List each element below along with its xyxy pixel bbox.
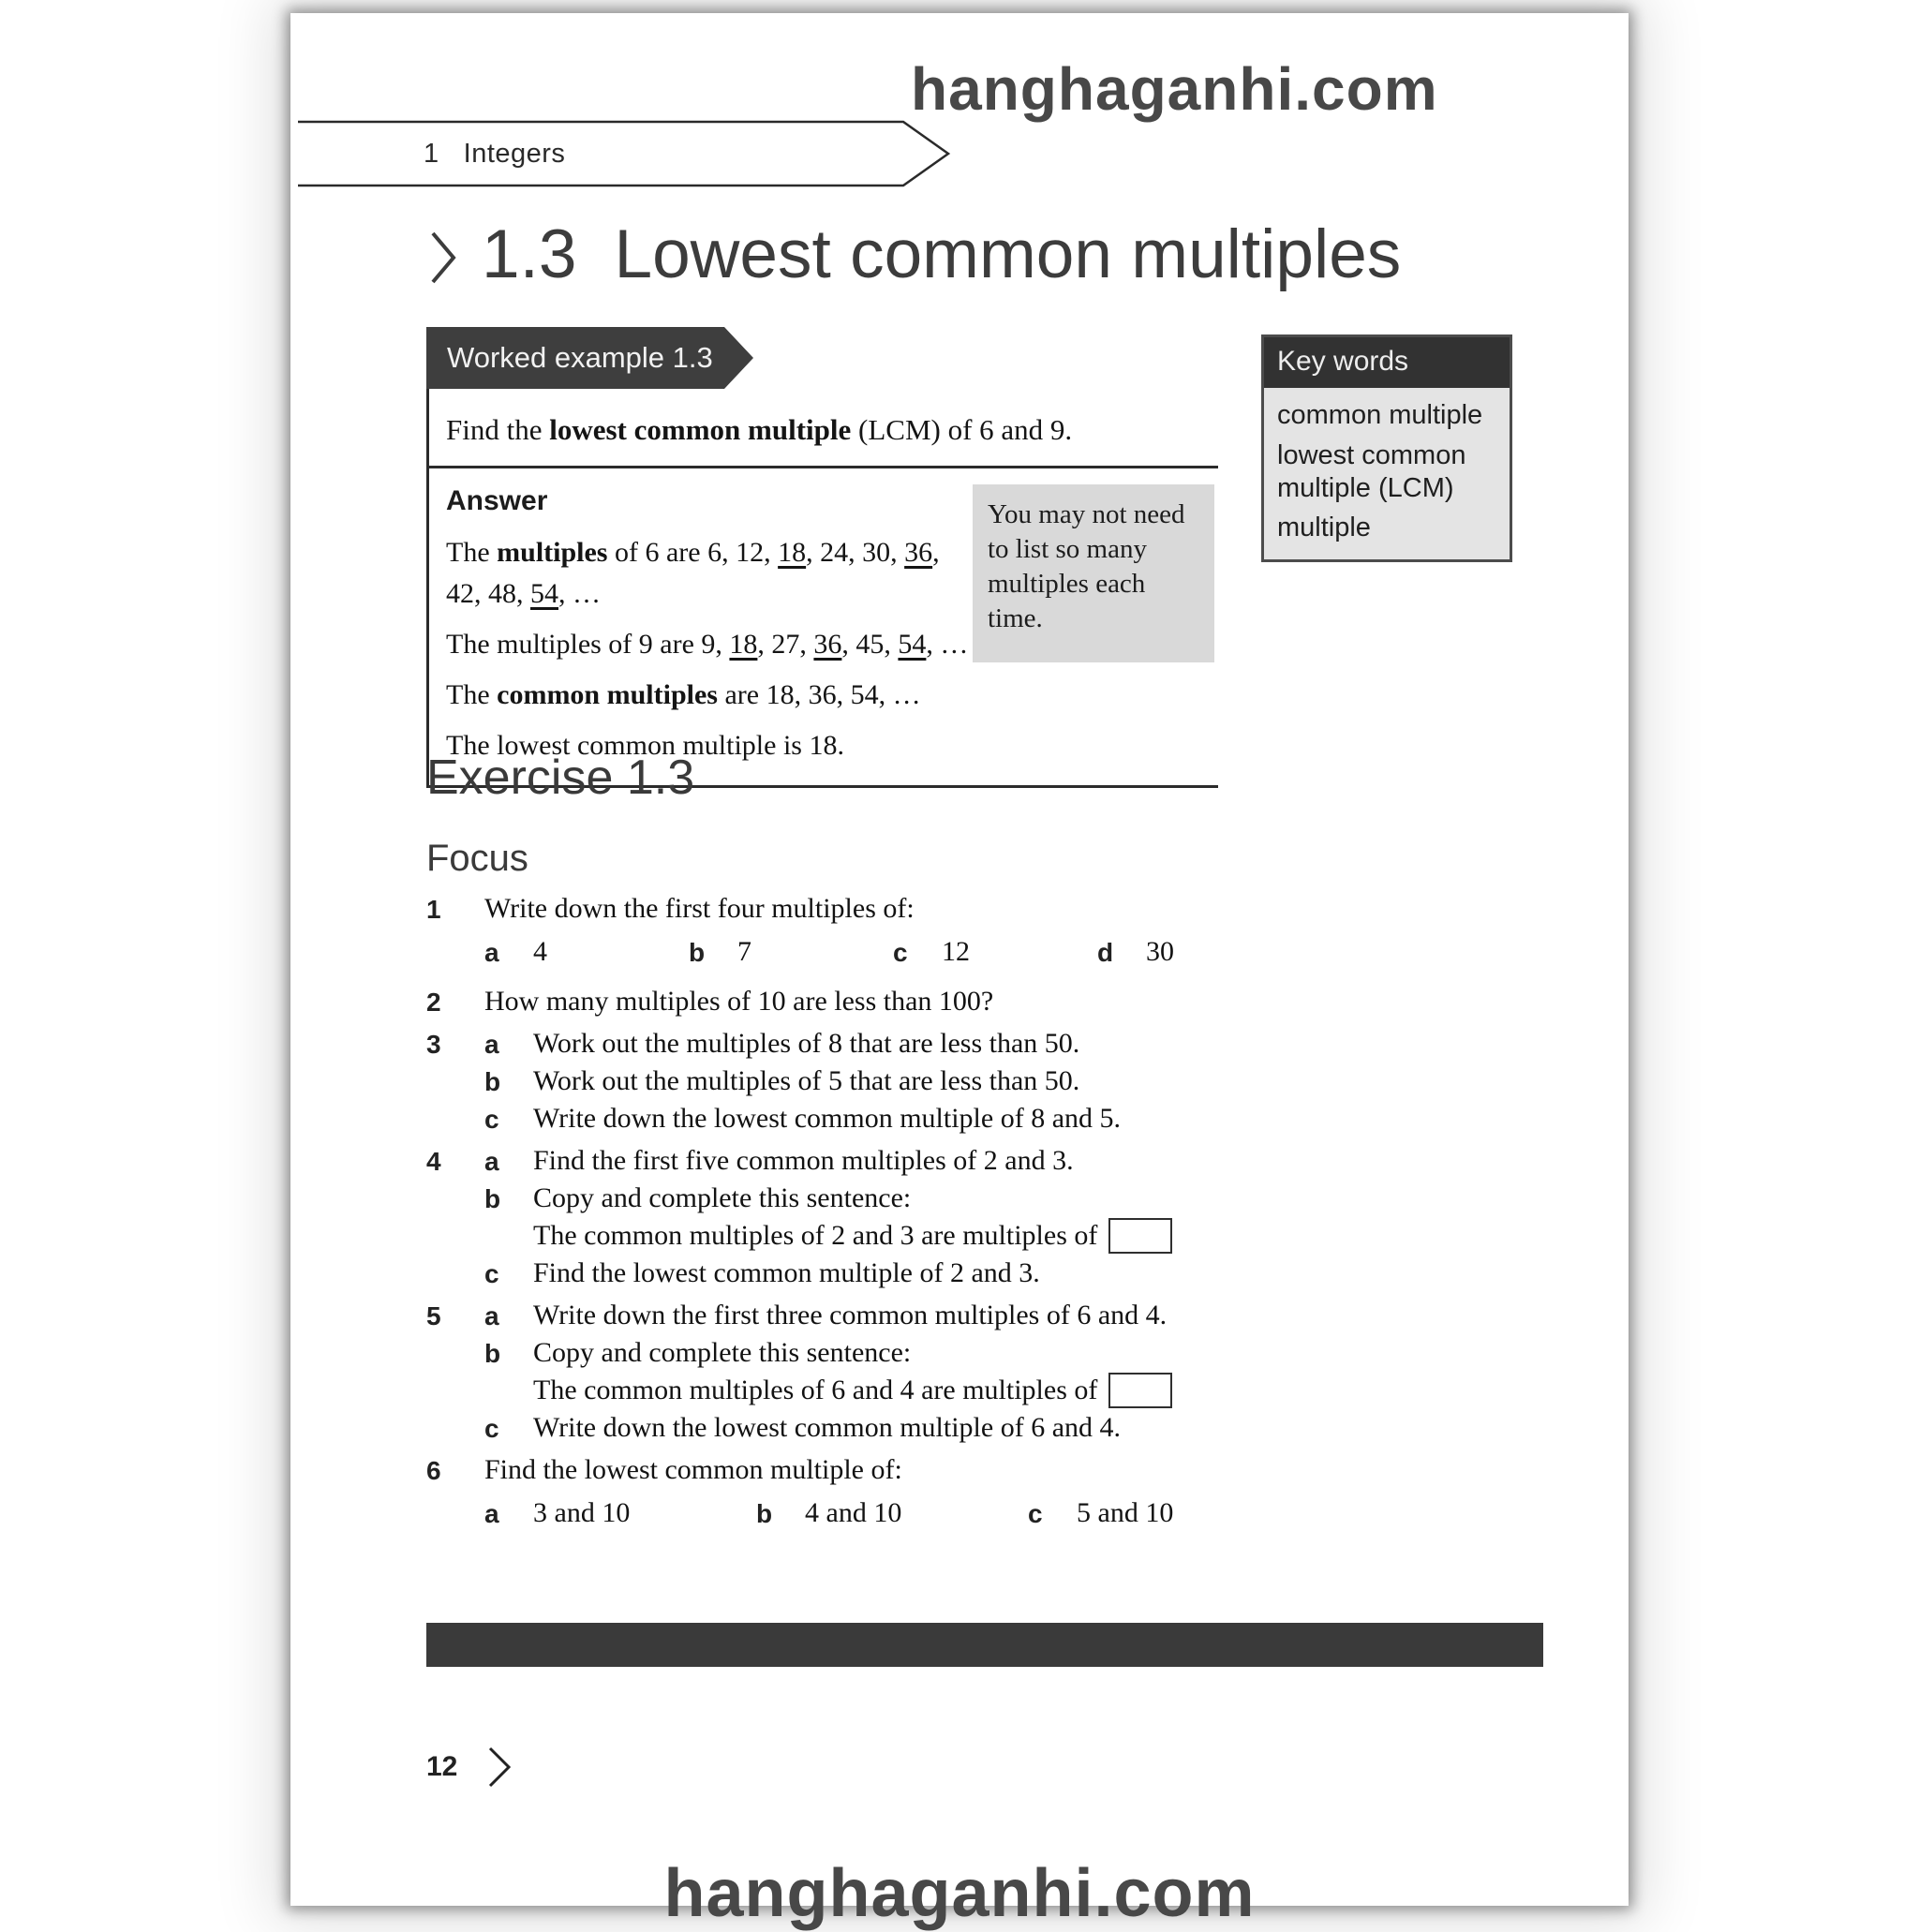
option-b: b 4 and 10 bbox=[756, 1497, 902, 1528]
question-text: Find the lowest common multiple of: bbox=[484, 1454, 902, 1485]
option-a: a 4 bbox=[484, 936, 547, 967]
option-d: d 30 bbox=[1097, 936, 1174, 967]
watermark-bottom: hanghaganhi.com bbox=[663, 1856, 1256, 1931]
section-title bbox=[429, 215, 1401, 293]
question-6 bbox=[426, 1451, 1560, 1539]
answer-blank-box bbox=[1108, 1373, 1172, 1408]
question-text: Write down the first four multiples of: bbox=[484, 893, 915, 924]
question-number: 1 bbox=[426, 895, 441, 924]
worked-example-ribbon-label: Worked example 1.3 bbox=[447, 341, 713, 374]
divider-line bbox=[429, 466, 1218, 468]
key-word: multiple bbox=[1277, 513, 1371, 543]
tip-box: You may not need to list so many multiples each time. bbox=[973, 484, 1214, 662]
exercise-title: Exercise 1.3 bbox=[426, 751, 695, 805]
question-1 bbox=[426, 890, 1560, 978]
chapter-number: 1 bbox=[424, 139, 439, 169]
worked-example-problem: Find the lowest common multiple (LCM) of 6 and 9. bbox=[446, 413, 1073, 446]
chevron-right-icon bbox=[429, 230, 457, 286]
key-word: lowest common multiple (LCM) bbox=[1277, 439, 1466, 503]
book-page bbox=[290, 13, 1629, 1906]
answer-label: Answer bbox=[446, 485, 548, 516]
solution-line: The common multiples are 18, 36, 54, … bbox=[446, 679, 921, 710]
sentence-text: The common multiples of 6 and 4 are multiples of bbox=[533, 1375, 1098, 1405]
question-options bbox=[484, 933, 1560, 971]
solution-line: The multiples of 9 are 9, 18, 27, 36, 45, 54, … bbox=[446, 629, 969, 660]
chevron-right-icon bbox=[485, 1745, 513, 1790]
solution-line: The lowest common multiple is 18. bbox=[446, 730, 844, 761]
question-5 bbox=[426, 1297, 1560, 1447]
solution-line: 42, 48, 54, … bbox=[446, 578, 601, 609]
option-c: c 5 and 10 bbox=[1028, 1497, 1174, 1528]
chapter-title: Integers bbox=[463, 139, 566, 169]
part-a: a Find the first five common multiples of 2 and 3. bbox=[484, 1145, 1074, 1176]
question-number: 2 bbox=[426, 988, 441, 1017]
part-b: b Work out the multiples of 5 that are less than 50. bbox=[484, 1065, 1080, 1096]
part-c: c Write down the lowest common multiple of 8 and 5. bbox=[484, 1103, 1122, 1134]
worked-example-box bbox=[426, 327, 1218, 788]
question-number: 4 bbox=[426, 1147, 441, 1176]
section-name: Lowest common multiples bbox=[614, 216, 1402, 292]
key-word: common multiple bbox=[1277, 400, 1483, 430]
question-3 bbox=[426, 1025, 1560, 1137]
option-b: b 7 bbox=[689, 936, 751, 967]
question-number: 6 bbox=[426, 1456, 441, 1485]
question-2 bbox=[426, 983, 1560, 1020]
question-options bbox=[484, 1494, 1560, 1532]
chapter-header-banner bbox=[298, 118, 963, 189]
chapter-header-text bbox=[424, 139, 565, 170]
part-b-continuation bbox=[533, 1217, 1560, 1255]
solution-line: The multiples of 6 are 6, 12, 18, 24, 30, 36, bbox=[446, 537, 940, 568]
part-c: c Write down the lowest common multiple of 6 and 4. bbox=[484, 1412, 1122, 1443]
question-4 bbox=[426, 1142, 1560, 1292]
question-text: How many multiples of 10 are less than 100? bbox=[484, 986, 994, 1017]
part-a: a Work out the multiples of 8 that are less than 50. bbox=[484, 1028, 1080, 1059]
part-b-continuation bbox=[533, 1372, 1560, 1409]
question-number: 3 bbox=[426, 1030, 441, 1059]
page-footer bbox=[426, 1745, 513, 1790]
key-words-header: Key words bbox=[1264, 337, 1510, 388]
key-words-list bbox=[1264, 388, 1510, 559]
section-end-bar bbox=[426, 1623, 1543, 1667]
key-words-box bbox=[1261, 334, 1512, 562]
part-b: b Copy and complete this sentence: bbox=[484, 1337, 912, 1368]
question-number: 5 bbox=[426, 1301, 441, 1330]
focus-subtitle: Focus bbox=[426, 838, 528, 879]
banner-arrow-outline bbox=[298, 118, 963, 189]
option-c: c 12 bbox=[893, 936, 970, 967]
watermark-top: hanghaganhi.com bbox=[911, 55, 1438, 123]
option-a: a 3 and 10 bbox=[484, 1497, 631, 1528]
section-number: 1.3 bbox=[482, 216, 577, 292]
worked-example-ribbon bbox=[426, 327, 724, 389]
sentence-text: The common multiples of 2 and 3 are multiples of bbox=[533, 1220, 1098, 1251]
part-c: c Find the lowest common multiple of 2 and 3. bbox=[484, 1257, 1040, 1288]
answer-blank-box bbox=[1108, 1218, 1172, 1254]
part-a: a Write down the first three common multiples of 6 and 4. bbox=[484, 1300, 1168, 1330]
question-list bbox=[426, 890, 1560, 1544]
part-b: b Copy and complete this sentence: bbox=[484, 1182, 912, 1213]
page-number: 12 bbox=[426, 1751, 458, 1782]
